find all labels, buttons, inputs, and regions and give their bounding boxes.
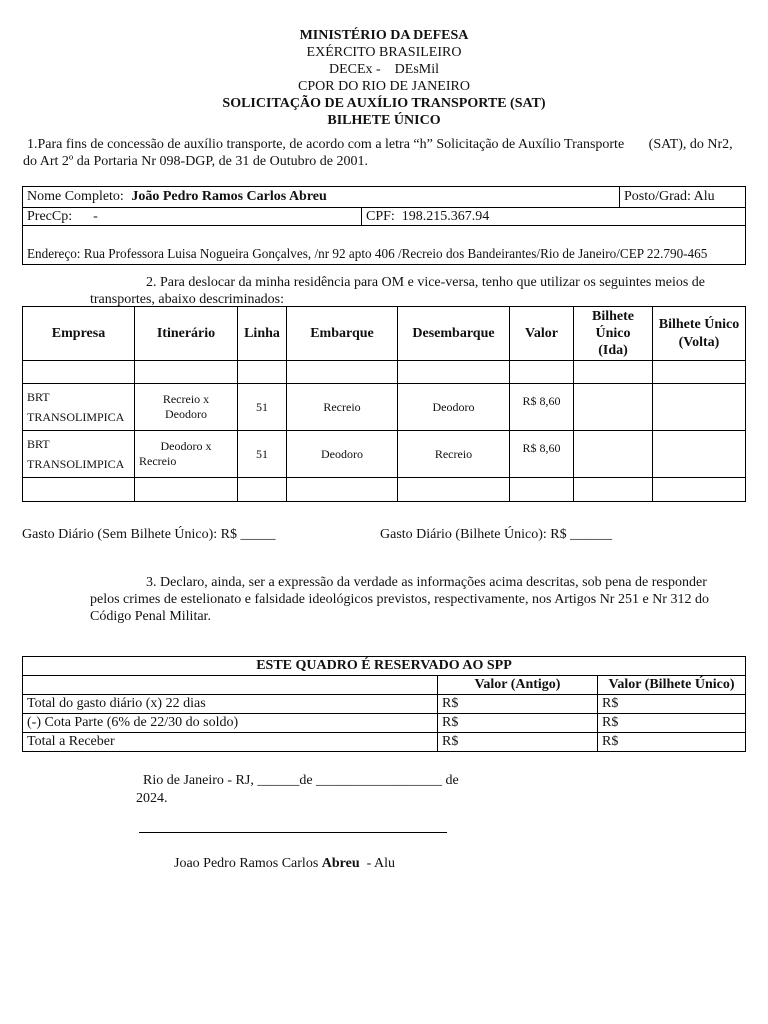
- full-name-value: João Pedro Ramos Carlos Abreu: [131, 189, 327, 204]
- signature-suffix: - Alu: [359, 856, 396, 871]
- spp-header-antigo: Valor (Antigo): [438, 676, 598, 695]
- row-2-itin-l2: Recreio: [139, 454, 177, 468]
- row-1-empresa-l1: BRT: [27, 390, 50, 404]
- gasto-bilhete-unico: Gasto Diário (Bilhete Único): R$ ______: [380, 527, 613, 542]
- header-bilhete-volta-l2: (Volta): [678, 334, 720, 350]
- paragraph-2-line-2: transportes, abaixo descriminados:: [90, 292, 285, 307]
- spp-row-2-label: (-) Cota Parte (6% de 22/30 do soldo): [23, 714, 438, 733]
- header-ministry: MINISTÉRIO DA DEFESA: [299, 28, 469, 43]
- table-row: [23, 695, 746, 714]
- row-1-bu-ida: [574, 384, 653, 431]
- row-2-bu-ida: [574, 431, 653, 478]
- personal-info-table: [22, 186, 746, 265]
- paragraph-3-line-3: Código Penal Militar.: [90, 609, 211, 624]
- table-row: [23, 431, 746, 478]
- table-row-empty: [23, 478, 746, 502]
- row-1-empresa: [23, 384, 135, 431]
- header-cpor: CPOR DO RIO DE JANEIRO: [298, 79, 470, 94]
- row-1-linha: 51: [238, 384, 287, 431]
- row-1-itin-l2: Deodoro: [165, 407, 207, 421]
- row-2-valor: R$ 8,60: [510, 431, 574, 478]
- spp-header-bilhete: Valor (Bilhete Único): [598, 676, 746, 695]
- address-cell: Endereço: Rua Professora Luisa Nogueira Gonçalves, /nr 92 apto 406 /Recreio dos Bandeirantes/Rio de Janeiro/CEP 22.790-465: [23, 226, 746, 265]
- paragraph-2-line-1: 2. Para deslocar da minha residência para OM e vice-versa, tenho que utilizar os seguintes meios de: [146, 275, 706, 290]
- table-row: [23, 733, 746, 752]
- row-2-itin-l1: Deodoro x: [160, 439, 212, 453]
- row-1-bu-volta: [653, 384, 746, 431]
- spp-row-3-label: Total a Receber: [23, 733, 438, 752]
- header-decex: DECEx - DEsMil: [328, 62, 440, 77]
- spp-row-1-v2: R$: [598, 695, 746, 714]
- header-linha: Linha: [238, 307, 287, 361]
- spp-title: ESTE QUADRO É RESERVADO AO SPP: [23, 657, 746, 676]
- document-subtitle: BILHETE ÚNICO: [327, 113, 441, 128]
- row-1-empresa-l2: TRANSOLIMPICA: [27, 410, 125, 424]
- row-1-embarque: Recreio: [287, 384, 398, 431]
- transport-table: [22, 306, 746, 502]
- preccp-cell: PrecCp: -: [23, 208, 362, 226]
- document-title: SOLICITAÇÃO DE AUXÍLIO TRANSPORTE (SAT): [222, 96, 546, 111]
- row-2-linha: 51: [238, 431, 287, 478]
- row-2-empresa-l2: TRANSOLIMPICA: [27, 457, 125, 471]
- row-2-itinerario: [135, 431, 238, 478]
- table-row: [23, 714, 746, 733]
- spp-table: [22, 656, 746, 752]
- row-2-embarque: Deodoro: [287, 431, 398, 478]
- row-2-desembarque: Recreio: [398, 431, 510, 478]
- full-name-label: Nome Completo:: [27, 189, 124, 204]
- row-1-itin-l1: Recreio x: [162, 392, 210, 406]
- row-2-empresa: [23, 431, 135, 478]
- header-bilhete-ida-l1: Bilhete: [592, 309, 634, 324]
- spp-row-1-label: Total do gasto diário (x) 22 dias: [23, 695, 438, 714]
- table-row-empty: [23, 361, 746, 384]
- spp-row-1-v1: R$: [438, 695, 598, 714]
- header-embarque: Embarque: [287, 307, 398, 361]
- row-1-itinerario: [135, 384, 238, 431]
- header-army: EXÉRCITO BRASILEIRO: [306, 45, 462, 60]
- rank-cell: Posto/Grad: Alu: [619, 187, 745, 208]
- header-bilhete-ida: [574, 307, 653, 361]
- header-bilhete-volta-l1: Bilhete Único: [658, 316, 740, 332]
- header-itinerario: Itinerário: [135, 307, 238, 361]
- table-row: [23, 384, 746, 431]
- header-desembarque: Desembarque: [398, 307, 510, 361]
- row-2-bu-volta: [653, 431, 746, 478]
- row-1-desembarque: Deodoro: [398, 384, 510, 431]
- signature-line: [139, 832, 447, 833]
- date-line-1: Rio de Janeiro - RJ, ______de __________________ de: [143, 773, 459, 788]
- date-line-2: 2024.: [136, 791, 168, 806]
- spp-row-2-v2: R$: [598, 714, 746, 733]
- spp-row-2-v1: R$: [438, 714, 598, 733]
- row-2-empresa-l1: BRT: [27, 437, 50, 451]
- cpf-cell: CPF: 198.215.367.94: [362, 208, 746, 226]
- header-bilhete-volta: [653, 307, 746, 361]
- header-empresa: Empresa: [23, 307, 135, 361]
- paragraph-3-line-2: pelos crimes de estelionato e falsidade ideológicos previstos, respectivamente, nos Artigos Nr 251 e Nr 312 do: [90, 592, 709, 607]
- row-1-valor: R$ 8,60: [510, 384, 574, 431]
- paragraph-3-line-1: 3. Declaro, ainda, ser a expressão da verdade as informações acima descritas, sob pena de responder: [146, 575, 707, 590]
- header-bilhete-ida-l3: (Ida): [598, 343, 628, 358]
- spp-row-3-v2: R$: [598, 733, 746, 752]
- header-bilhete-ida-l2: Único: [595, 326, 631, 341]
- full-name-cell: [23, 187, 620, 208]
- paragraph-1-line-2: do Art 2º da Portaria Nr 098-DGP, de 31 de Outubro de 2001.: [23, 154, 368, 169]
- signature-name-bold: Abreu: [321, 856, 360, 871]
- signature-name-plain: Joao Pedro Ramos Carlos: [174, 856, 322, 871]
- paragraph-1-line-1: 1.Para fins de concessão de auxílio transporte, de acordo com a letra “h” Solicitação de Auxílio Transporte (SAT), do Nr2,: [27, 137, 733, 152]
- spp-header-blank: [23, 676, 438, 695]
- gasto-sem-bilhete: Gasto Diário (Sem Bilhete Único): R$ _____: [22, 527, 276, 542]
- header-valor: Valor: [510, 307, 574, 361]
- spp-row-3-v1: R$: [438, 733, 598, 752]
- signature-name: [174, 855, 395, 872]
